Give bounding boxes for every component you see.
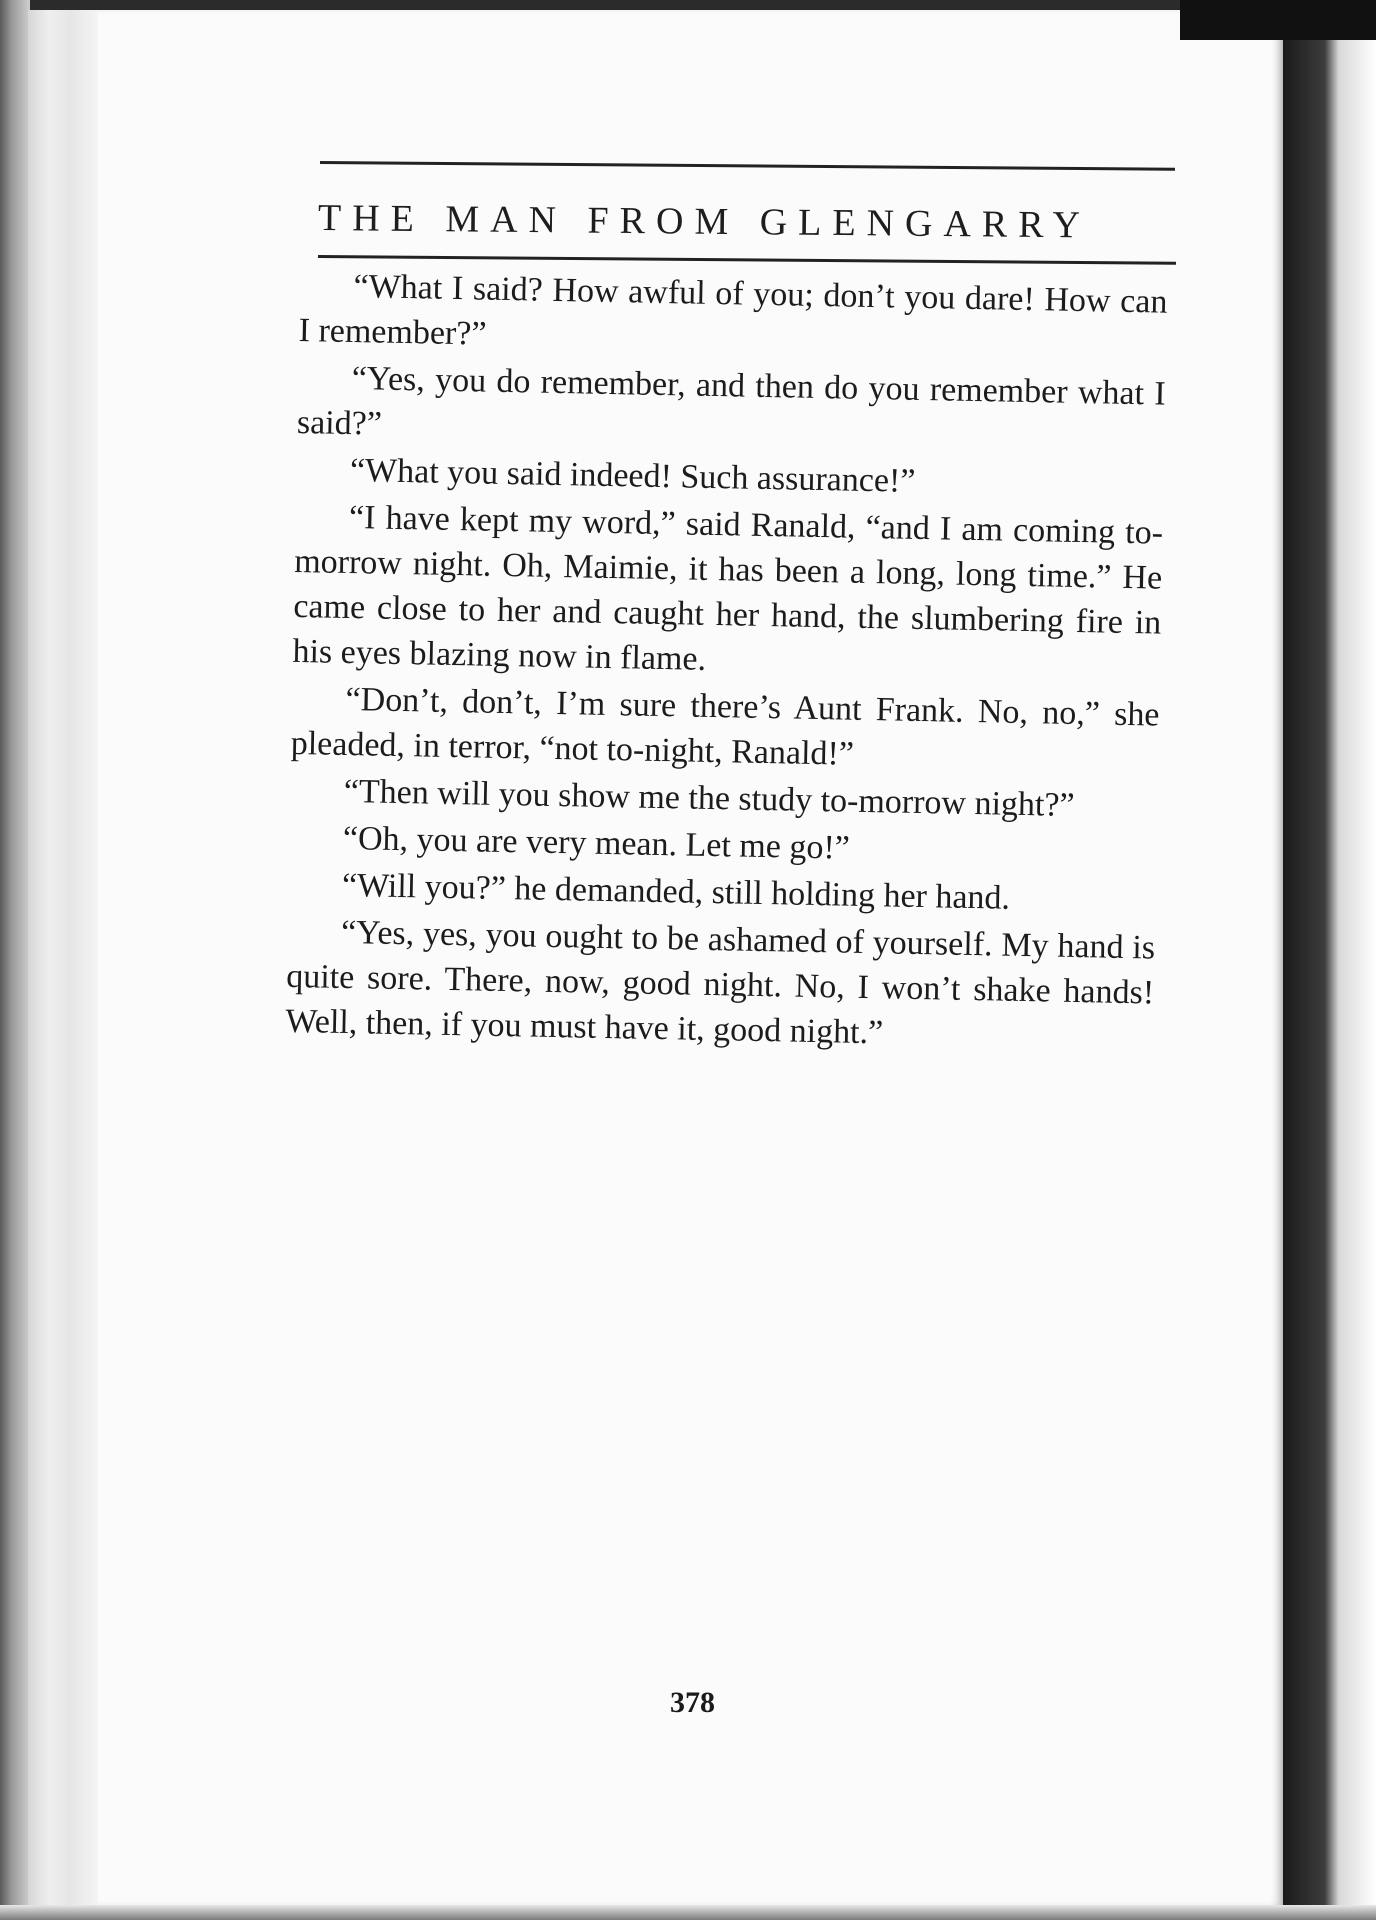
paragraph: “I have kept my word,” said Ranald, “and I am coming to-morrow night. Oh, Maimie, it has been a long, long time.” He came close to her and caught her hand, the slumbering fire in his eyes blazing now in flame. [292,498,1164,678]
paragraph: “Then will you show me the study to-morrow night?” [343,772,1075,824]
paragraph: “Don’t, don’t, I’m sure there’s Aunt Frank. No, no,” she pleaded, in terror, “not to-night, Ranald!” [290,680,1160,773]
page-gutter [28,10,99,1905]
book-binding-edge [0,0,30,1920]
right-page-edge [1283,0,1376,1920]
running-title: THE MAN FROM GLENGARRY [317,197,1092,247]
page-number: 378 [670,1686,715,1719]
bottom-edge [0,1905,1376,1920]
paragraph: “What I said? How awful of you; don’t you dare! How can I remember?” [298,268,1168,353]
paragraph: “Oh, you are very mean. Let me go!” [342,819,851,867]
paragraph: “What you said indeed! Such assurance!” [349,452,916,500]
paragraph: “Yes, yes, you ought to be ashamed of yourself. My hand is quite sore. There, now, good night. No, I won’t shake hands! Well, then, if you must have it, good night.” [285,913,1156,1052]
paragraph: “Yes, you do remember, and then do you remember what I said?” [296,360,1166,443]
top-corner-shadow [1180,0,1376,40]
paragraph: “Will you?” he demanded, still holding her hand. [341,866,1011,917]
body-text [285,263,1168,1063]
